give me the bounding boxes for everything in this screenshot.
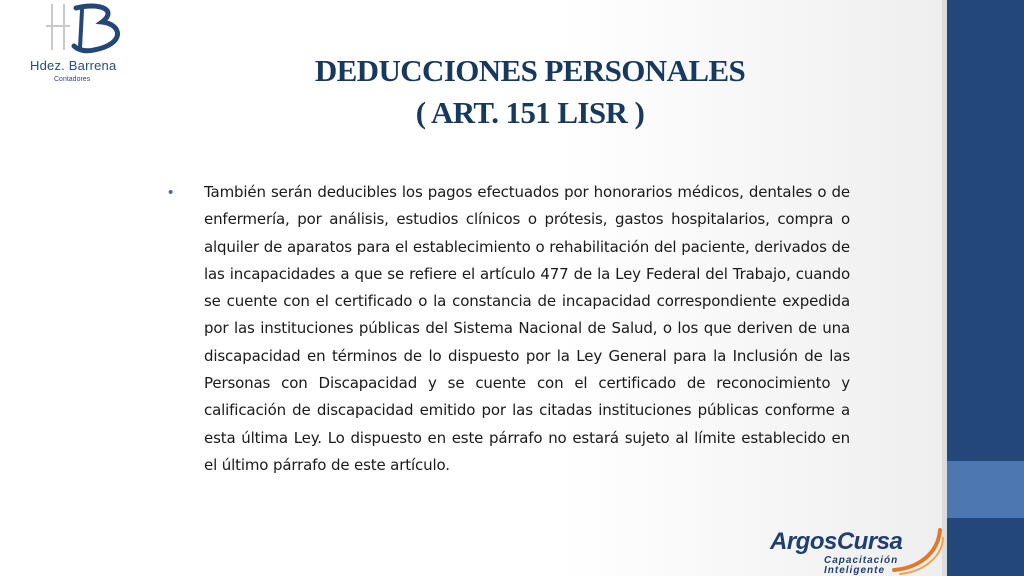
logo-monogram-icon <box>30 0 140 62</box>
title-line-2: ( ART. 151 LISR ) <box>415 95 645 130</box>
brand-tagline <box>824 556 898 576</box>
company-logo <box>30 0 140 96</box>
brand-tagline-1: Capacitación <box>824 555 899 566</box>
page-title <box>250 50 810 134</box>
body-paragraph: También serán deducibles los pagos efectuados por honorarios médicos, dentales o de enfermería, por análisis, estudios clínicos o prótesis, gastos hospitalarios, compra o alquiler de aparatos para el establecimiento o rehabilitación del paciente, derivados de las incapacidades a que se refiere el artículo 477 de la Ley Federal del Trabajo, cuando se cuente con el certificado o la constancia de incapacidad correspondiente expedida por las instituciones públicas del Sistema Nacional de Salud, o los que deriven de una discapacidad en términos de lo dispuesto por la Ley General para la Inclusión de las Personas con Discapacidad y se cuente con el certificado de reconocimiento y calificación de discapacidad emitido por las citadas instituciones públicas conforme a esta última Ley. Lo dispuesto en este párrafo no estará sujeto al límite establecido en el último párrafo de este artículo. <box>204 183 850 474</box>
brand-name: ArgosCursa <box>770 528 903 555</box>
logo-subtitle: Contadores <box>54 76 91 83</box>
logo-name: Hdez. Barrena <box>30 58 117 73</box>
bullet-marker: • <box>168 184 174 201</box>
brand-logo <box>770 524 944 576</box>
sidebar-accent-block <box>947 461 1024 518</box>
brand-tagline-2: Inteligente <box>824 565 886 576</box>
title-line-1: DEDUCCIONES PERSONALES <box>314 53 746 88</box>
sidebar-lower-block <box>947 518 1024 576</box>
